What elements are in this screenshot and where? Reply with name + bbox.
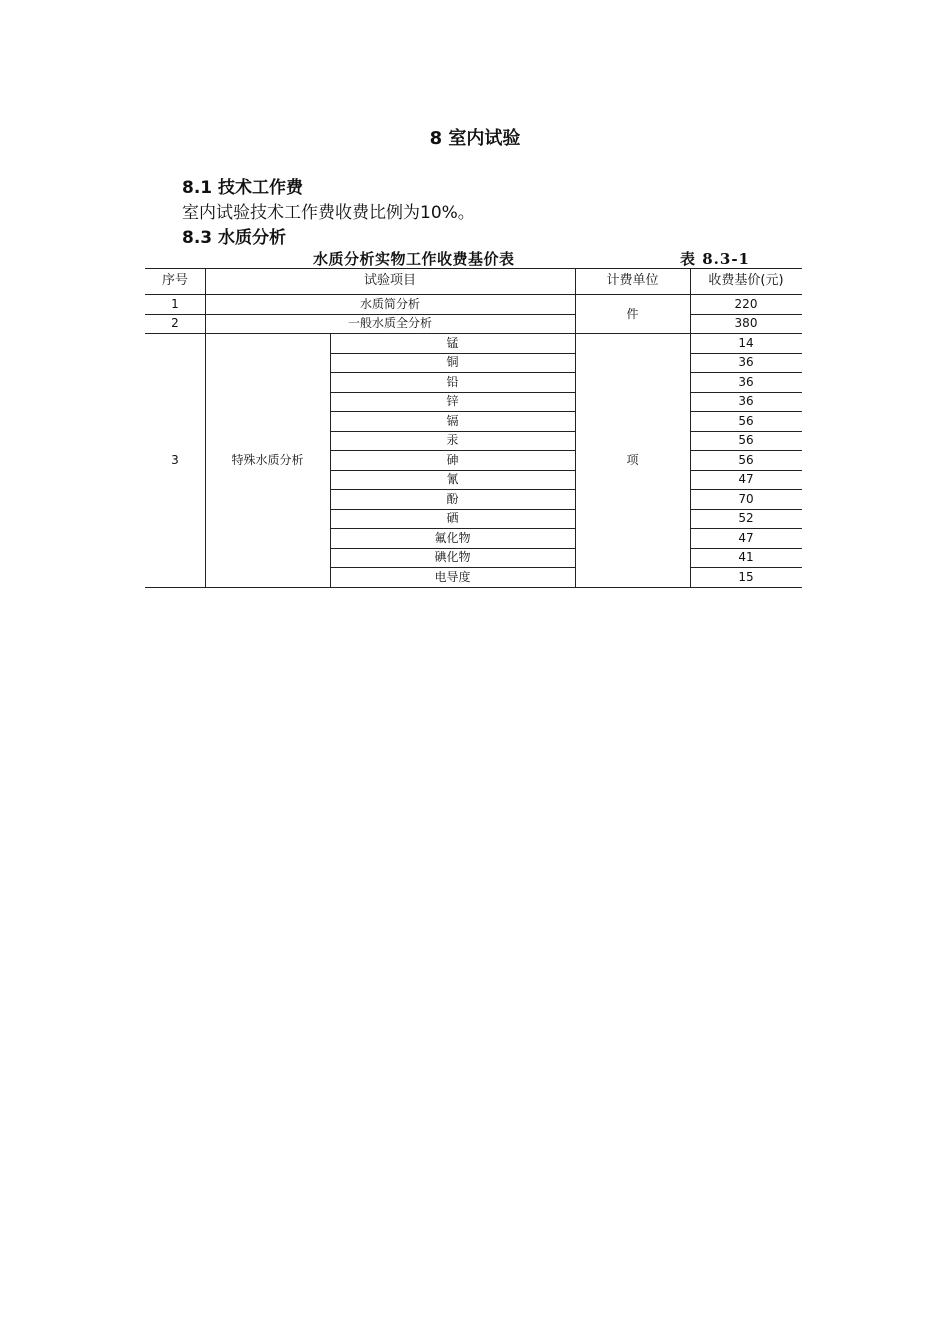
row-divider (330, 509, 575, 510)
fee-table (145, 268, 802, 588)
section-heading-8-1: 8.1 技术工作费 (182, 178, 304, 198)
row-divider (330, 431, 575, 432)
group-item-price: 14 (738, 335, 754, 350)
group-item-price: 70 (738, 491, 754, 506)
row-divider (690, 353, 802, 354)
row-divider (145, 587, 802, 588)
group-item: 酚 (446, 491, 459, 506)
group-item: 氰 (446, 472, 459, 487)
section-paragraph-8-1: 室内试验技术工作费收费比例为10%。 (182, 203, 475, 223)
group-item-price: 47 (738, 530, 754, 545)
group-item-price: 56 (738, 433, 754, 448)
row-item: 水质简分析 (359, 296, 420, 311)
group-item: 氟化物 (434, 530, 471, 545)
row-divider (690, 372, 802, 373)
row-divider (690, 314, 802, 315)
group-item: 汞 (446, 433, 459, 448)
header-cell: 序号 (161, 273, 188, 288)
group-item-price: 15 (738, 569, 754, 584)
row-item: 一般水质全分析 (347, 316, 432, 331)
row-divider (330, 470, 575, 471)
row-divider (690, 450, 802, 451)
row-divider (330, 489, 575, 490)
row-divider (145, 333, 802, 334)
row-divider (330, 548, 575, 549)
unit-cell: 件 (626, 306, 639, 321)
group-item-price: 41 (738, 550, 754, 565)
row-divider (690, 470, 802, 471)
header-cell: 收费基价(元) (708, 273, 784, 288)
table-header-border (145, 294, 802, 295)
group-item-price: 56 (738, 413, 754, 428)
group-item-price: 36 (738, 374, 754, 389)
row-divider (690, 431, 802, 432)
group-item: 硒 (446, 511, 459, 526)
group-item: 砷 (446, 452, 459, 467)
group-item: 电导度 (434, 569, 471, 584)
group-item: 锌 (446, 394, 459, 409)
row-divider (330, 372, 575, 373)
group-item: 铅 (446, 374, 459, 389)
group-item-price: 56 (738, 452, 754, 467)
group-number: 3 (171, 452, 179, 467)
section-heading-8-3: 8.3 水质分析 (182, 228, 287, 248)
table-top-border (145, 268, 802, 269)
row-divider (330, 392, 575, 393)
group-item-price: 36 (738, 355, 754, 370)
row-price: 220 (734, 296, 758, 311)
row-divider (330, 450, 575, 451)
row-divider (330, 567, 575, 568)
row-divider (145, 314, 575, 315)
row-divider (330, 528, 575, 529)
group-name: 特殊水质分析 (231, 452, 304, 467)
group-item: 锰 (446, 335, 459, 350)
page-title: 8 室内试验 (429, 128, 521, 149)
group-item: 铜 (446, 355, 459, 370)
row-divider (690, 548, 802, 549)
row-divider (690, 392, 802, 393)
row-divider (690, 567, 802, 568)
row-divider (690, 489, 802, 490)
row-divider (690, 528, 802, 529)
row-number: 2 (171, 316, 179, 331)
header-cell: 试验项目 (363, 273, 416, 288)
row-divider (330, 353, 575, 354)
table-caption: 水质分析实物工作收费基价表 (313, 250, 515, 268)
row-divider (330, 411, 575, 412)
row-number: 1 (171, 296, 179, 311)
group-item-price: 52 (738, 511, 754, 526)
row-divider (690, 411, 802, 412)
row-divider (690, 509, 802, 510)
header-cell: 计费单位 (606, 273, 659, 288)
group-item-price: 36 (738, 394, 754, 409)
group-item: 碘化物 (434, 550, 471, 565)
row-price: 380 (734, 316, 758, 331)
group-item: 镉 (446, 413, 459, 428)
group-unit: 项 (626, 452, 639, 467)
group-item-price: 47 (738, 472, 754, 487)
table-number: 表 8.3-1 (680, 250, 750, 268)
